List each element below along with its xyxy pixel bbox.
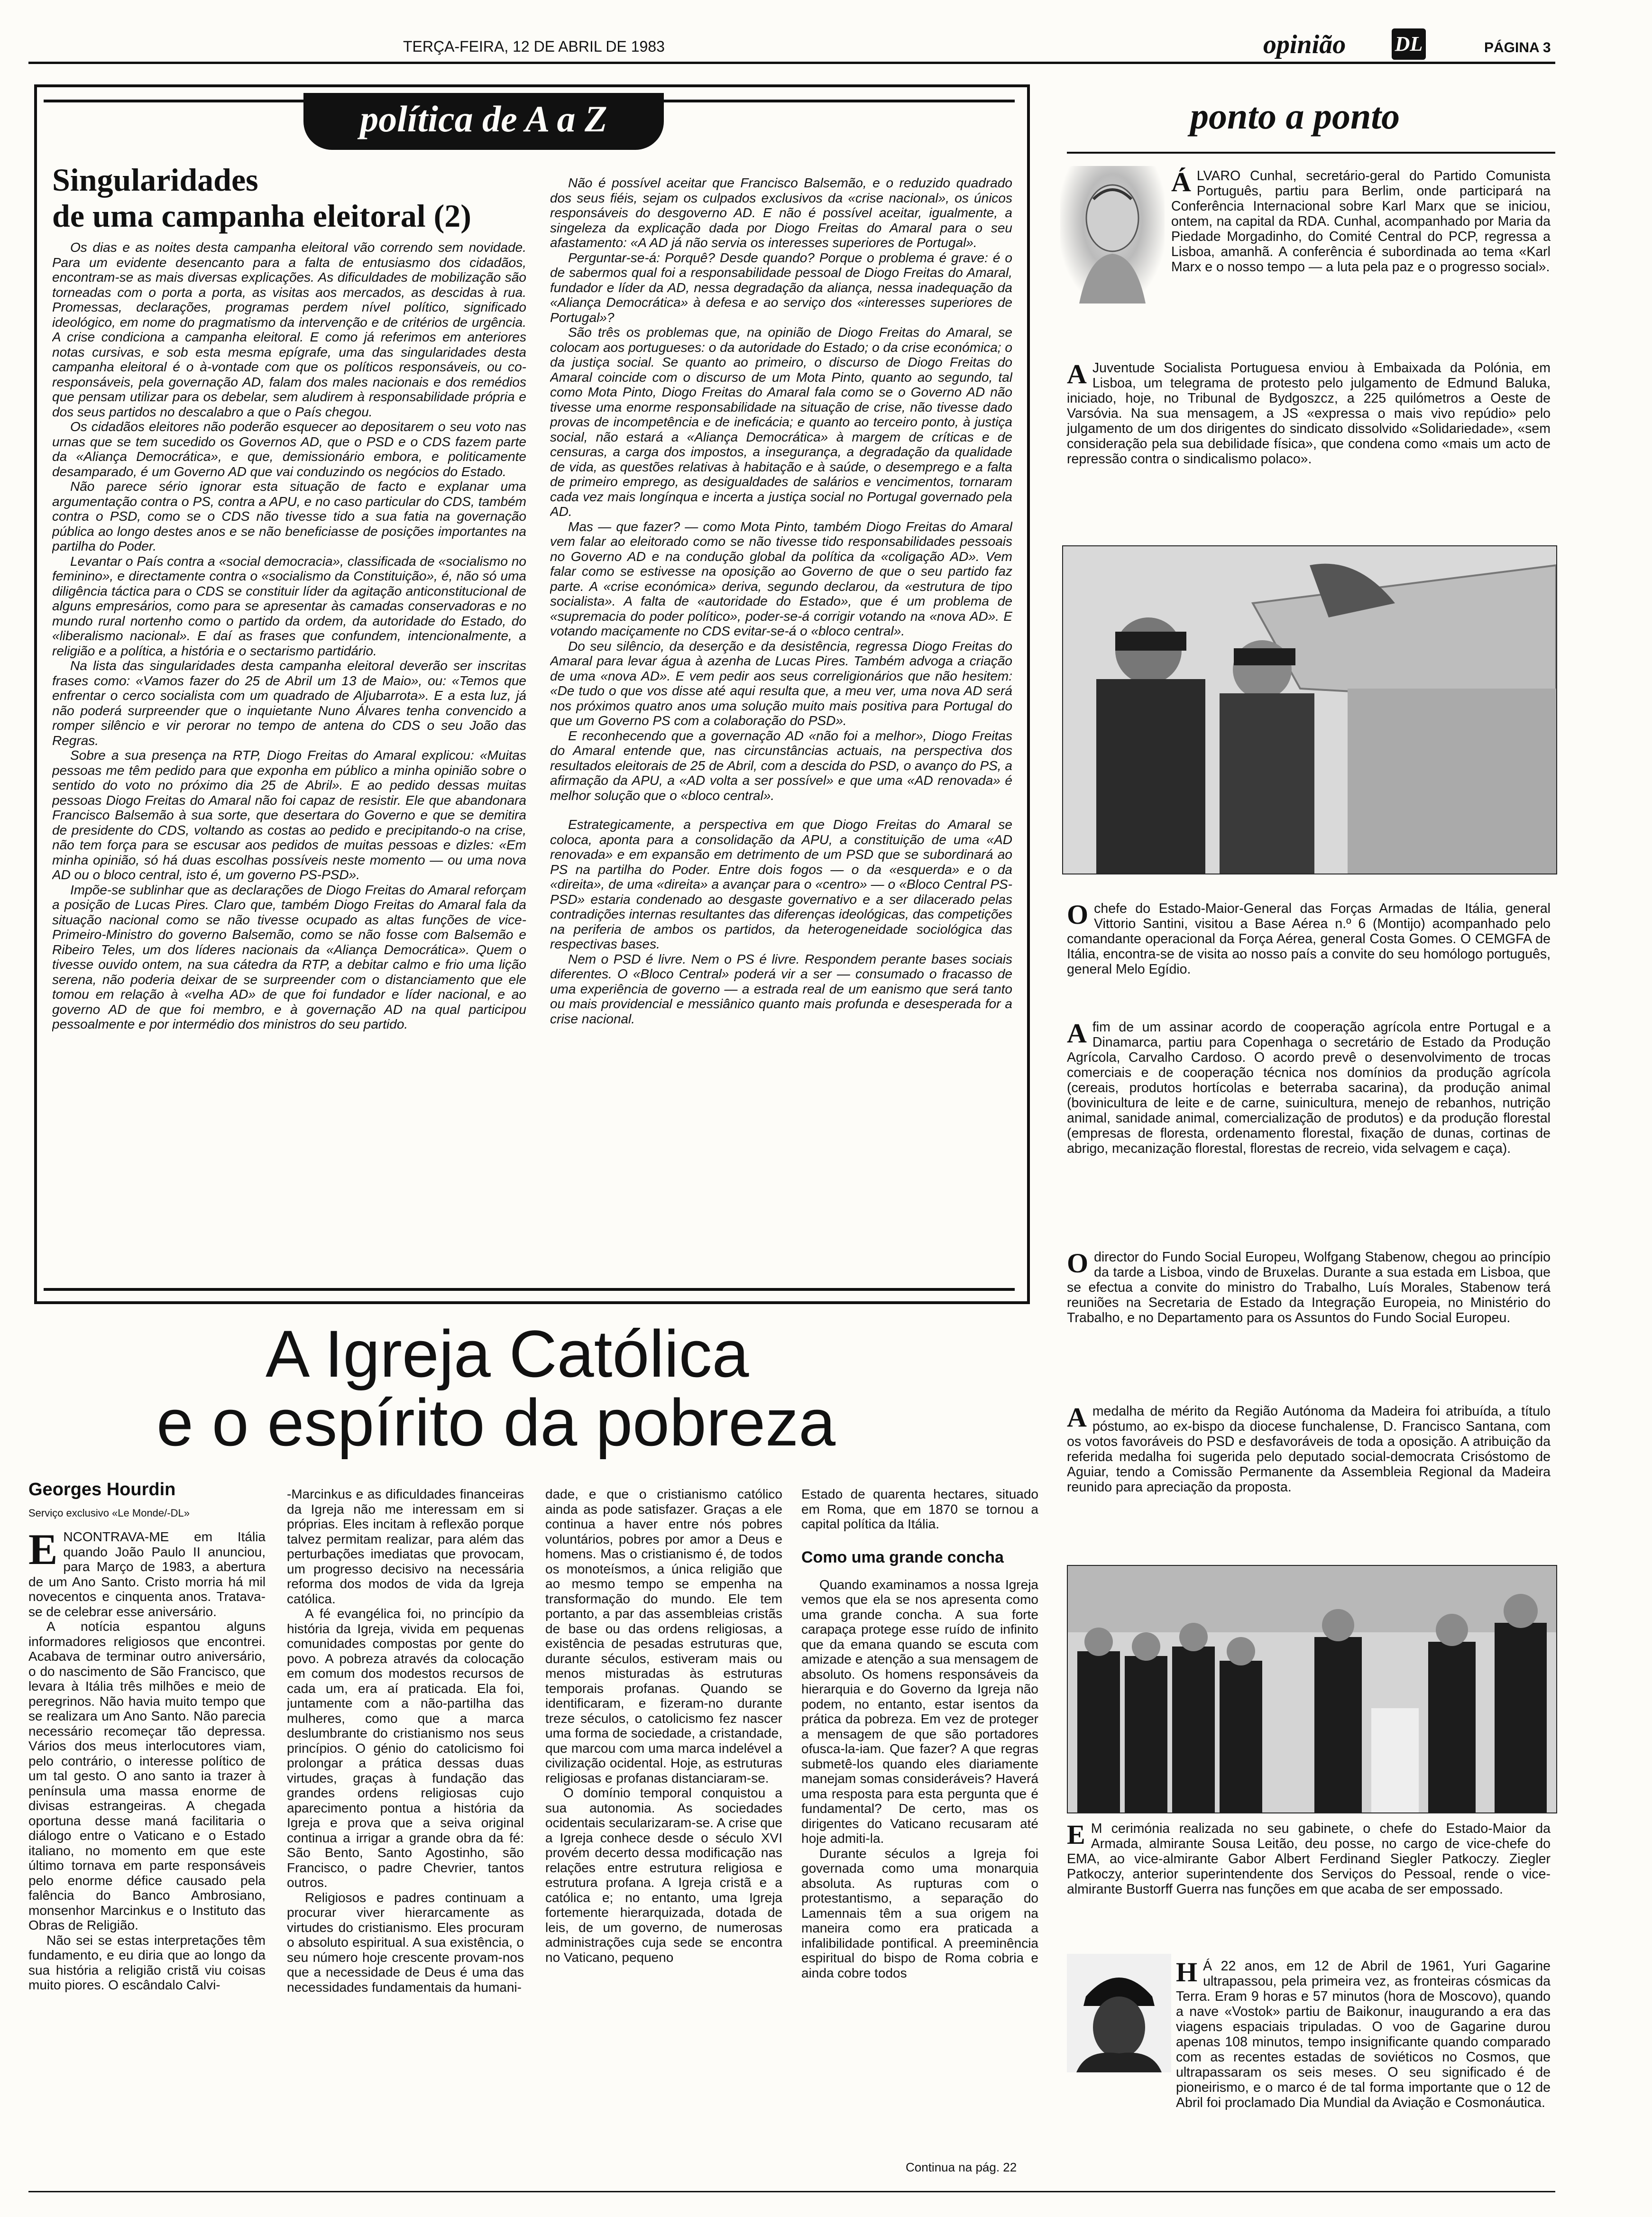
igreja-column-1 (28, 1529, 266, 2193)
bottom-rule (28, 2191, 1555, 2192)
brief-dropcap: E (1067, 1819, 1085, 1850)
byline-credit: Serviço exclusivo «Le Monde/-DL» (28, 1507, 190, 1519)
brief-dropcap: O (1067, 1248, 1089, 1279)
politica-c1-paragraph: Os cidadãos eleitores não poderão esquecer ao depositarem o seu voto nas urnas que se tem sucedido os Governos AD, que o PSD e o CDS fazem parte da «Aliança Democrática», e que, demissionário embora, e politicamente desamparado, é um Governo AD que vai conduzindo os negócios do Estado. (52, 419, 526, 479)
igreja-c4-paragraph: Quando examinamos a nossa Igreja vemos que ela se nos apresenta como uma grande concha. A sua forte carapaça protege esse ruído de infinito que da emana quando se escuta com amizade e atenção a sua mensagem de absoluto. Os homens responsáveis da hierarquia e do Governo da Igreja não podem, no entanto, estar isentos da prática da pobreza. Em vez de proteger a mensagem de que são portadores ofusca-la-iam. Que fazer? A que regras submetê-los quando eles diariamente manejam somas consideráveis? Haverá uma resposta para esta pergunta que é fundamental? De certo, mas os dirigentes do Vaticano recusaram até hoje admiti-la. (801, 1577, 1038, 1846)
section-name: opinião (1263, 30, 1346, 59)
brief-fse (1067, 1250, 1551, 1325)
article-dropcap: E (28, 1529, 58, 1573)
politica-c1-paragraph: Na lista das singularidades desta campanha eleitoral deverão ser inscritas frases como: «Vamos fazer do 25 de Abril um 13 de Maio», ou: «Temos que enfrentar o cerco socialista com um quadrado de Aljubarrota». E a esta luz, já não poderá surpreender que o inquietante Nuno Álvares tenha convencido a romper silêncio e vir perorar no tempo de antena do CDS o seu João das Regras. (52, 658, 526, 748)
brief-cunhal (1171, 168, 1551, 275)
igreja-c4-paragraph: Estado de quarenta hectares, situado em Roma, que em 1870 se tornou a capital política da Itália. (801, 1487, 1038, 1531)
igreja-column-2 (287, 1487, 524, 2193)
page-number: PÁGINA 3 (1484, 40, 1551, 55)
brief-dropcap: A (1067, 1018, 1087, 1049)
brief-text: director do Fundo Social Europeu, Wolfgang Stabenow, chegou ao princípio da tarde a Lisboa, vindo de Bruxelas. Durante a sua estada em Lisboa, que se efectua a convite do ministro do Trabalho, Luís Morales, Stabenow terá reuniões na Secretaria de Estado da Integração Europeia, no Ministério do Trabalho, e no Departamento para os Assuntos do Fundo Social Europeu. (1067, 1250, 1551, 1325)
ponto-banner: ponto a ponto (1190, 95, 1400, 137)
brief-text: fim de um assinar acordo de cooperação agrícola entre Portugal e a Dinamarca, partiu para Copenhaga o secretário de Estado da Produção Agrícola, Carvalho Cardoso. O acordo prevê o desenvolvimento de trocas comerciais e de cooperação técnica nos domínios da produção agrícola (cereais, produtos hortícolas e beterraba sacarina), da produção animal (bovinicultura de leite e de carne, suinicultura, menejo de rebanhos, nutrição animal, sanidade animal, comercialização de produtos) e da produção florestal (empresas de floresta, ordenamento florestal, fixação de dunas, cortinas de abrigo, mecanização florestal, florestas de recreio, vida selvagem e caça). (1067, 1020, 1551, 1156)
brief-italia (1067, 901, 1551, 977)
igreja-column-4 (801, 1487, 1038, 2146)
brief-gagarine (1176, 1959, 1551, 2110)
gagarin-photo (1067, 1954, 1171, 2072)
header-rule (28, 62, 1555, 64)
brief-dinamarca (1067, 1020, 1551, 1156)
politica-c2-paragraph: E reconhecendo que a governação AD «não foi a melhor», Diogo Freitas do Amaral entende que, nas circunstâncias actuais, na perspectiva dos resultados eleitorais de 25 de Abril, com a descida do PSD, o avanço do PS, a afirmação da APU, a «AD volta a ser possível» e que uma «AD renovada» é melhor solução que o «bloco central». (550, 728, 1012, 803)
continued-link[interactable]: Continua na pág. 22 (906, 2160, 1017, 2174)
logo-letters: DL (1395, 32, 1423, 55)
newspaper-logo (1392, 28, 1426, 60)
politica-c1-paragraph: Sobre a sua presença na RTP, Diogo Freitas do Amaral explicou: «Muitas pessoas me têm pedido para que exponha em público a minha opinião sobre o sentido do voto no próximo dia 25 de Abril». E ao pedido dessas muitas pessoas Diogo Freitas do Amaral não foi capaz de resistir. Ele que abandonara Francisco Balsemão à sua sorte, que desertara do Governo e que se demitira de presidente do CDS, voltando as costas ao pedido e precipitando-o na crise, não tem força para se escusar aos pedidos de muitas pessoas e dizles: «Em minha opinião, só há duas escolhas possíveis neste momento — ou uma nova AD ou o bloco central, isto é, um governo PS-PSD». (52, 748, 526, 882)
politica-c2-paragraph: Do seu silêncio, da deserção e da desistência, regressa Diogo Freitas do Amaral para levar água à azenha de Lucas Pires. Também advoga a criação de uma «nova AD». E vem pedir aos seus correligionários que não hesitem: «De tudo o que vos disse até aqui resulta que, a meu ver, uma nova AD será nos próximos quatro anos uma solução muito mais positiva para Portugal do que um Governo PS com a colaboração do PSD». (550, 638, 1012, 728)
officers-jet-image (1063, 546, 1556, 874)
ceremony-photo (1067, 1565, 1557, 1813)
politica-c2-paragraph: Estrategicamente, a perspectiva em que Diogo Freitas do Amaral se coloca, aponta para a consolidação da APU, a constituição de uma «AD renovada» e em expansão em detrimento de um PSD que se subordinará ao PS na partilha do Poder. Entre dois fogos — o da «esquerda» e o da «direita», de uma «direita» a avançar para o «centro» — o «Bloco Central PS-PSD» estaria condenado ao desgaste governativo e a ser dilacerado pelas contradições internas resultantes das diferenças ideológicas, das competições na periferia de ambos os partidos, da heterogeneidade sociológica das respectivas bases. (550, 817, 1012, 951)
portrait-sketch-icon (1060, 166, 1165, 304)
brief-text: M cerimónia realizada no seu gabinete, o chefe do Estado-Maior da Armada, almirante Sousa Leitão, deu posse, no cargo de vice-chefe do EMA, ao vice-almirante Gabor Albert Ferdinand Siegler Patkoczy. Ziegler Patkoczy, anterior superintendente dos Serviços do Pessoal, rende o vice-almirante Bustorff Guerra nas funções em que acaba de ser empossado. (1067, 1821, 1551, 1897)
politica-c2-paragraph: Perguntar-se-á: Porquê? Desde quando? Porque o problema é grave: é o de sabermos qual foi a responsabilidade pessoal de Diogo Freitas do Amaral, fundador e líder da AD, nessa degradação da aliança, nessa inadequação da «Aliança Democrática» à defesa e ao serviço dos «interesses superiores de Portugal»? (550, 250, 1012, 325)
igreja-c2-paragraph: Religiosos e padres continuam a procurar viver hierarcamente as virtudes do cristianismo. Eles procuram o absoluto espiritual. A sua existência, o seu número hoje crescente provam-nos que a necessidade de Deus é uma das necessidades fundamentais da humani- (287, 1890, 524, 1995)
politica-banner-text: política de A a Z (360, 98, 607, 139)
military-photo (1062, 545, 1557, 874)
politica-c2-paragraph: São três os problemas que, na opinião de Diogo Freitas do Amaral, se colocam aos portugueses: o da autoridade do Estado; o da crise económica; o da justiça social. Se quanto ao primeiro, o discurso de Diogo Freitas do Amaral coincide com o discurso de um Mota Pinto, quanto ao segundo, tal como Mota Pinto, Diogo Freitas do Amaral fala como se o Governo AD não tivesse uma enorme responsabilidade na situação de crise, não tivesse dado provas de incompetência e de ineficácia; e quanto ao terceiro ponto, à justiça social, não estará a «Aliança Democrática» à margem de críticas e de censuras, a carga dos impostos, a insegurança, a degradação da qualidade de vida, as questões relativas à habitação e à saúde, o desemprego e a falta de primeiro emprego, as desigualdades de salários e vencimentos, tornaram cada vez mais longínqua e incerta a justiça social no Portugal governado pela AD. (550, 325, 1012, 519)
brief-dropcap: O (1067, 899, 1089, 930)
politica-c2-paragraph: Mas — que fazer? — como Mota Pinto, também Diogo Freitas do Amaral vem falar ao eleitorado como se não tivesse tido responsabilidades pessoais no Governo AD e na condução global da política da «coligação AD». Vem falar como se estivesse na oposição ao Governo de que o seu partido faz parte. A «crise económica» deriva, segundo declarou, da «estrutura de tipo socialista». A falta de «autoridade do Estado», que é um problema de «supremacia do poder político», poder-se-á corrigir votando na «nova AD». E votando maciçamente no CDS evitar-se-á o «bloco central». (550, 519, 1012, 638)
politica-banner (303, 93, 664, 150)
brief-dropcap: Á (1171, 166, 1191, 197)
brief-text: chefe do Estado-Maior-General das Forças Armadas de Itália, general Vittorio Santini, visitou a Base Aérea n.º 6 (Montijo) acompanhado pelo comandante operacional da Força Aérea, general Costa Gomes. O CEMGFA de Itália, encontra-se de visita ao nosso país a convite do seu homólogo português, general Melo Egídio. (1067, 901, 1551, 977)
ponto-top-rule (1067, 152, 1555, 154)
ceremony-image (1068, 1566, 1556, 1812)
politica-c2-paragraph: Não é possível aceitar que Francisco Balsemão, e o reduzido quadrado dos seus fiéis, sejam os culpados exclusivos da «crise nacional», os únicos responsáveis do desgoverno AD. E não é possível aceitar, igualmente, a singeleza da explicação dada por Diogo Freitas do Amaral para o seu afastamento: «A AD já não servia os interesses superiores de Portugal». (550, 175, 1012, 250)
politica-bottom-rule (44, 1288, 1015, 1291)
igreja-c1-paragraph: A notícia espantou alguns informadores religiosos que encontrei. Acabava de terminar outro aniversário, o do nascimento de São Francisco, que levara à Itália três milhões e meio de peregrinos. Não havia muito tempo que se realizara um Ano Santo. Não parecia necessário recomeçar tão depressa. Vários dos meus interlocutores viam, pelo contrário, o interesse político de um tal gesto. O ano santo ia trazer à península uma massa enorme de divisas estrangeiras. A chegada oportuna desse maná facilitaria o diálogo entre o Vaticano e o Estado italiano, no momento em que este último tornava em parte responsáveis pelo enorme défice causado pela falência do Banco Ambrosiano, monsenhor Marcinkus e o Instituto das Obras de Religião. (28, 1619, 266, 1932)
politica-c1-paragraph: Levantar o País contra a «social democracia», classificada de «socialismo no feminino», e directamente contra o «socialismo da Constituição», é, não só uma diligência táctica para o CDS se constituir líder da agitação anticonstitucional de alguns empresários, como para se apresentar às camadas conservadoras e no mundo rural nortenho como o partido da ordem, da autoridade do Estado, do «liberalismo nacional». E daí as frases que confundem, intencionalmente, a religião e a política, a história e o sectarismo partidário. (52, 553, 526, 658)
brief-armada (1067, 1821, 1551, 1897)
politica-title-line2: de uma campanha eleitoral (2) (52, 198, 471, 234)
igreja-subhead: Como uma grande concha (801, 1548, 1004, 1566)
igreja-c4-paragraph: Durante séculos a Igreja foi governada como uma monarquia absoluta. As rupturas com o protestantismo, a separação do Lamennais têm a sua origem na maneira como era praticada a infalibilidade pontifical. A preeminência espiritual do bispo de Roma cobria e ainda cobre todos (801, 1846, 1038, 1980)
igreja-c3-paragraph: dade, e que o cristianismo católico ainda as pode satisfazer. Graças a ele continua a haver entre nós pobres voluntários, pobres por amor a Deus e homens. Mas o cristianismo é, de todos os monoteísmos, a única religião que ao mesmo tempo se empenha na transformação do mundo. Ele tem portanto, a par das assembleias cristãs de base ou das ordens religiosas, a existência de pesadas estruturas que, durante séculos, estiveram mais ou menos misturadas às estruturas temporais profanas. Quando se identificaram, e fizeram-no durante treze séculos, o catolicismo fez nascer uma forma de sociedade, a cristandade, que marcou com uma marca indelével a civilização ocidental. Hoje, as estruturas religiosas e profanas distanciaram-se. (545, 1487, 782, 1785)
politica-title-line1: Singularidades (52, 162, 258, 198)
politica-c1-paragraph: Os dias e as noites desta campanha eleitoral vão correndo sem novidade. Para um evidente desencanto para a falta de entusiasmo dos cidadãos, encontram-se as mais diversas explicações. As dificuldades de mobilização são torneadas com o porta a porta, as visitas aos mercados, as descidas à rua. Promessas, declarações, programas perdem nível político, significado ideológico, em nome do pragmatismo da intervenção e de critérios de urgência. A crise condiciona a campanha eleitoral. E como já referimos em anteriores notas cursivas, e sob esta mesma epígrafe, uma das singularidades desta campanha eleitoral é o à-vontade com que os políticos responsáveis, ou co-responsáveis, pela governação AD, falam dos males nacionais e dos remédios que pensam utilizar para os debelar, sem aludirem à responsabilidade própria e dos seus partidos no descalabro a que o País chegou. (52, 240, 526, 419)
brief-text: Juventude Socialista Portuguesa enviou à Embaixada da Polónia, em Lisboa, um telegrama de protesto pelo julgamento de Edmund Baluka, iniciado, hoje, no Tribunal de Bydgoszcz, a 225 quilómetros a Oeste de Varsóvia. Na sua mensagem, a JS «expressa o mais vivo repúdio» pelo julgamento de um dos dirigentes do sindicato dissolvido «Solidariedade», «sem consideração pela sua debilidade física», que condena como «mais um acto de repressão contra o sindicalismo polaco». (1067, 360, 1551, 467)
brief-juventude (1067, 360, 1551, 467)
politica-column-1 (52, 240, 526, 1283)
brief-text: Á 22 anos, em 12 de Abril de 1961, Yuri Gagarine ultrapassou, pela primeira vez, as fronteiras cósmicas da Terra. Eram 9 horas e 57 minutos (hora de Moscovo), quando a nave «Vostok» partiu de Baikonur, inaugurando a era das viagens espaciais tripuladas. O voo de Gagarine durou apenas 108 minutos, tempo insignificante quando comparado com as recentes estadas de soviéticos no Cosmos, que ultrapassaram os seis meses. O seu significado é de pioneirismo, e o marco é de tal forma importante que o 12 de Abril foi proclamado Dia Mundial da Aviação e Cosmonáutica. (1176, 1959, 1551, 2110)
header-date: TERÇA-FEIRA, 12 DE ABRIL DE 1983 (403, 38, 665, 55)
byline-author: Georges Hourdin (28, 1480, 176, 1499)
cosmonaut-portrait-image (1067, 1954, 1171, 2072)
brief-dropcap: A (1067, 1402, 1087, 1433)
igreja-headline-line1: A Igreja Católica (266, 1316, 749, 1391)
igreja-c2-paragraph: -Marcinkus e as dificuldades financeiras da Igreja não me interessam em si próprias. Eles incitam à reflexão porque talvez permitam realizar, para além das perturbações imediatas que provocam, um progresso decisivo na necessária reforma dos modos de vida da Igreja católica. (287, 1487, 524, 1606)
brief-text: LVARO Cunhal, secretário-geral do Partido Comunista Português, partiu para Berlim, onde participará na Conferência Internacional sobre Karl Marx que se iniciou, ontem, na capital da RDA. Cunhal, acompanhado por Maria da Piedade Morgadinho, do Comité Central do PCP, regressa a Lisboa, amanhã. A conferência é subordinada ao tema «Karl Marx e o nosso tempo — a luta pela paz e o progresso social». (1171, 168, 1551, 275)
brief-text: medalha de mérito da Região Autónoma da Madeira foi atribuída, a título póstumo, ao ex-bispo da diocese funchalense, D. Francisco Santana, com os votos favoráveis do PSD e desfavoráveis de toda a oposição. A atribuição da referida medalha foi sugerida pelo deputado social-democrata Crisóstomo de Aguiar, tendo a Comissão Permanente da Assembleia Regional da Madeira reunido para apreciação da proposta. (1067, 1404, 1551, 1495)
politica-c1-paragraph: Não parece sério ignorar esta situação de facto e explanar uma argumentação contra o PS, contra a APU, e no caso particular do CDS, também contra o PSD, como se o CDS não tivesse tido a sua fatia na governação pública ao longo destes anos e se não beneficiasse de posições importantes na partilha do Poder. (52, 479, 526, 553)
brief-dropcap: H (1176, 1957, 1198, 1987)
brief-madeira (1067, 1404, 1551, 1495)
politica-c1-paragraph: Impõe-se sublinhar que as declarações de Diogo Freitas do Amaral reforçam a posição de Lucas Pires. Claro que, também Diogo Freitas do Amaral fala da situação nacional como se não tivesse ocupado as altas funções de vice-Primeiro-Ministro do governo Balsemão, como se não fosse com Balsemão e Ribeiro Teles, um dos líderes nacionais da «Aliança Democrática». Quem o tivesse ouvido ontem, na sua cátedra da RTP, a debitar calmo e frio uma lição serena, não poderia deixar de se surpreender com o distanciamento que ele tomou em relação à «velha AD» de que foi fundador e líder nacional, e ao governo AD de que foi membro, e à governação AD na qual participou pessoalmente e por intermédio dos ministros do seu partido. (52, 882, 526, 1031)
portrait-photo (1060, 166, 1165, 304)
brief-dropcap: A (1067, 359, 1087, 389)
politica-c2-paragraph: Nem o PSD é livre. Nem o PS é livre. Respondem perante bases sociais diferentes. O «Bloco Central» poderá vir a ser — consumado o fracasso de uma experiência de governo — a estrada real de um eanismo que será tanto ou mais providencial e messiânico quanto mais profunda e desesperada for a crise nacional. (550, 951, 1012, 1026)
igreja-c2-paragraph: A fé evangélica foi, no princípio da história da Igreja, vivida em pequenas comunidades compostas por gente do povo. A pobreza através da colocação em comum dos modestos recursos de cada um, era aí praticada. Ela foi, juntamente com a não-partilha das mulheres, como que a marca deslumbrante do cristianismo nos seus princípios. O génio do catolicismo foi prolongar a prática dessas duas virtudes, graças à fundação das grandes ordens religiosas cujo aparecimento pontua a história da Igreja e prova que a seiva original continua a irrigar a grande obra da fé: São Bento, Santo Agostinho, são Francisco, o padre Chevrier, tantos outros. (287, 1606, 524, 1890)
igreja-headline-line2: e o espírito da pobreza (156, 1385, 836, 1460)
politica-column-2 (550, 175, 1012, 1280)
igreja-c3-paragraph: O domínio temporal conquistou a sua autonomia. As sociedades ocidentais secularizaram-se. A crise que a Igreja conhece desde o século XVI provém decerto dessa modificação nas relações entre estrutura religiosa e estrutura profana. A Igreja cristã e a católica e; no entanto, uma Igreja fortemente hierarquizada, dotada de leis, de um governo, de numerosas administrações cuja sede se encontra no Vaticano, pequeno (545, 1785, 782, 1965)
igreja-column-3 (545, 1487, 782, 2193)
igreja-c1-paragraph: NCONTRAVA-ME em Itália quando João Paulo II anunciou, para Março de 1983, a abertura de um Ano Santo. Cristo morria há mil novecentos e cinquenta anos. Tratava-se de celebrar esse aniversário. (28, 1529, 266, 1619)
igreja-c1-paragraph: Não sei se estas interpretações têm fundamento, e eu diria que ao longo da sua história a religião cristã viu coisas muito piores. O escândalo Calvi- (28, 1932, 266, 1992)
